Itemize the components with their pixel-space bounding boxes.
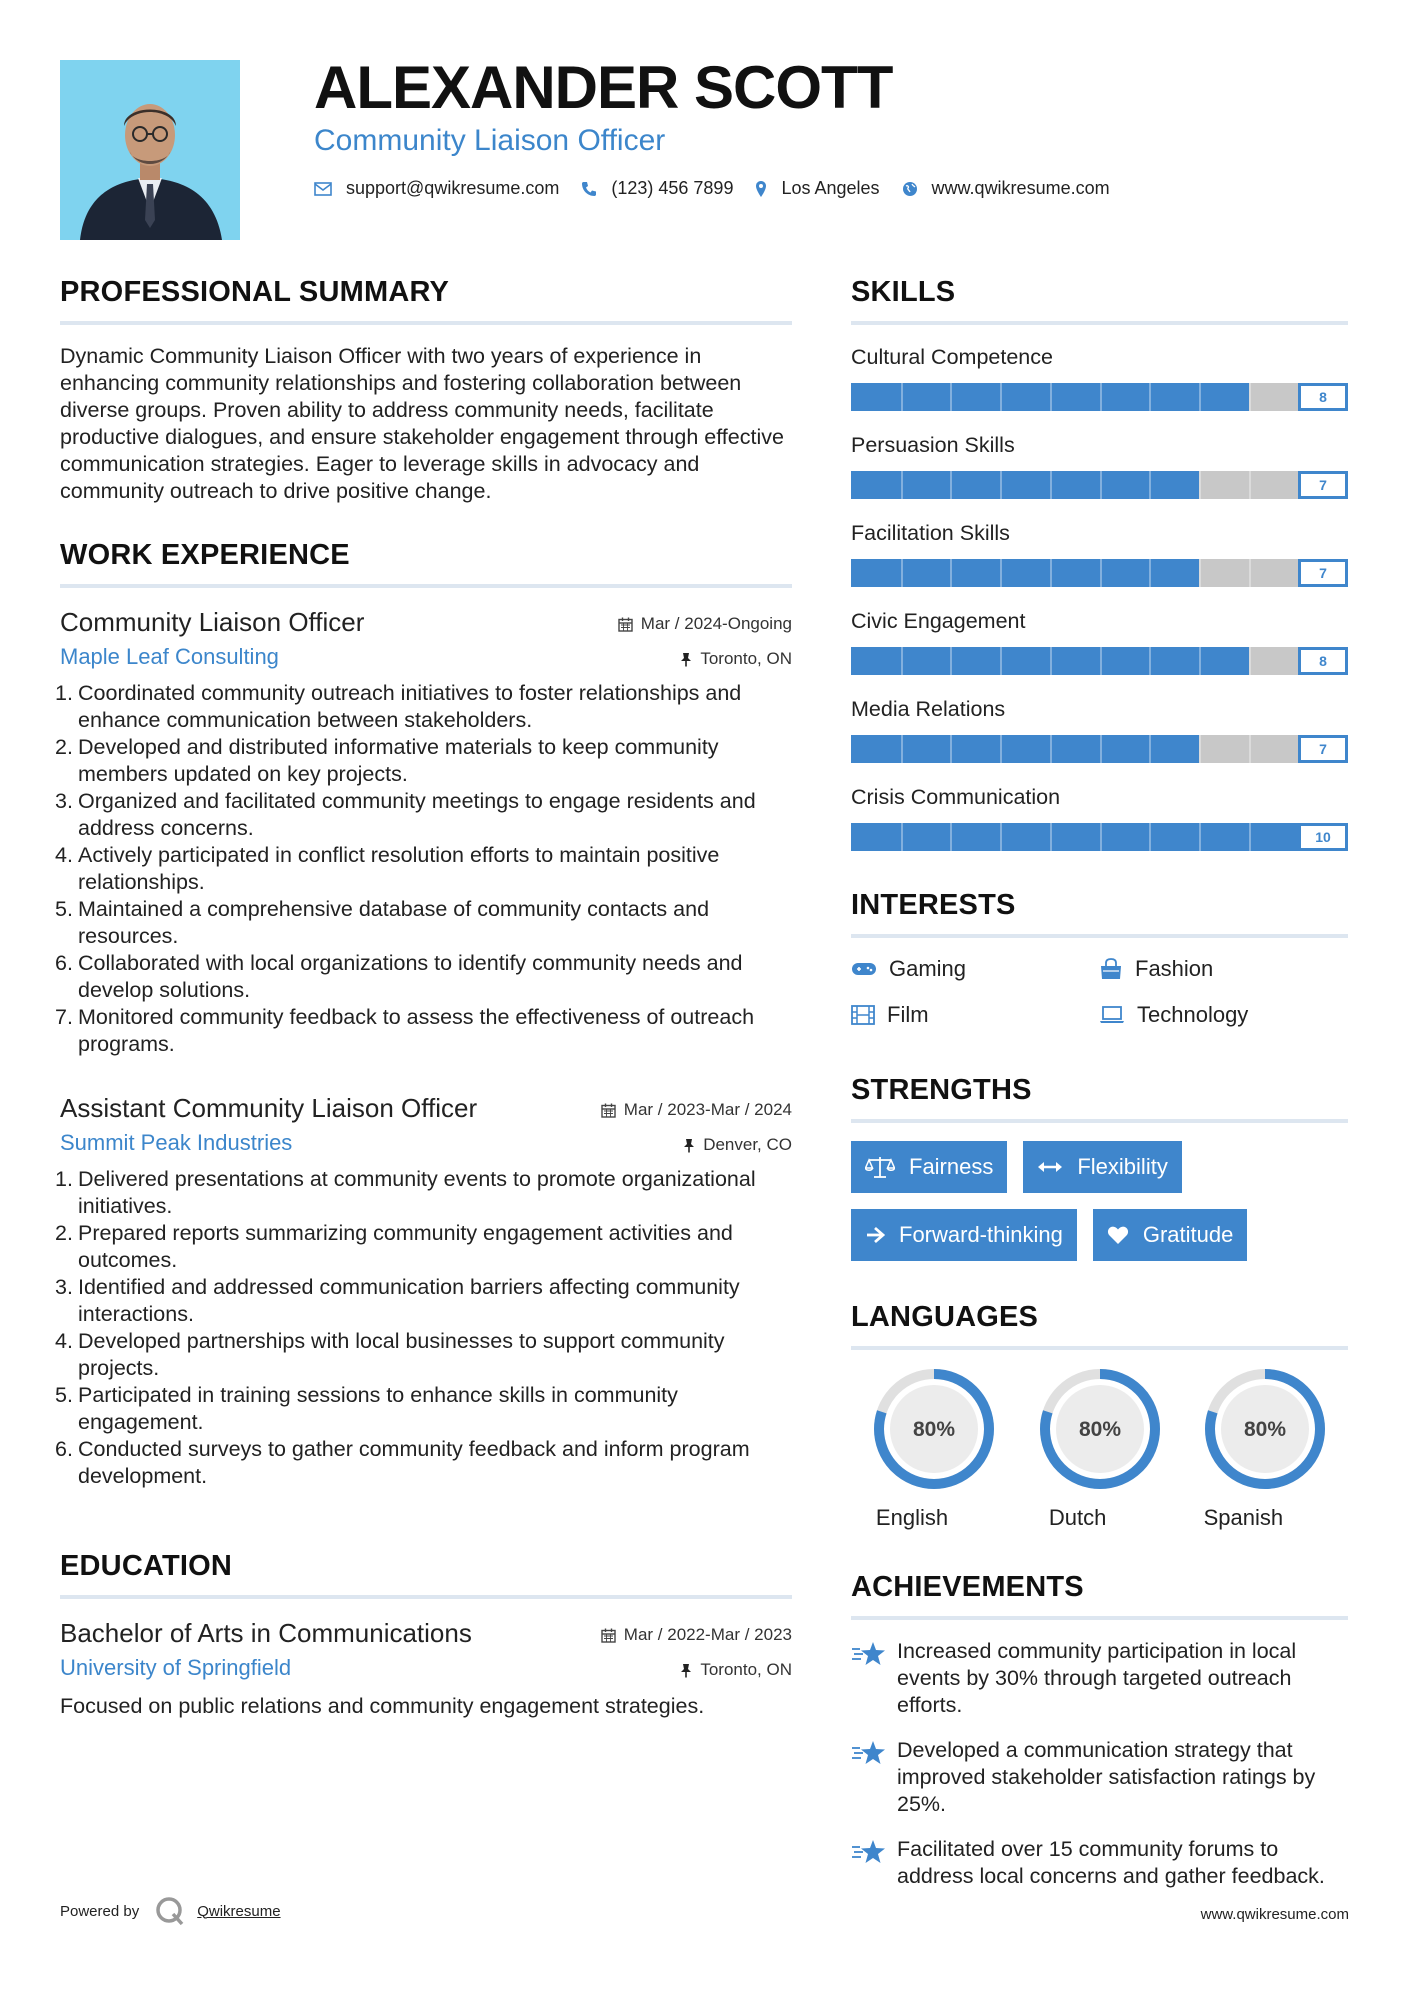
- gamepad-icon: [851, 961, 877, 977]
- bullet-text: Collaborated with local organizations to identify community needs and develop solutions.: [78, 951, 743, 1002]
- strength-chip: [1023, 1141, 1181, 1193]
- bullet-text: Coordinated community outreach initiatives to foster relationships and enhance communication between stakeholders.: [78, 681, 742, 732]
- interests-heading: INTERESTS: [851, 889, 1348, 938]
- achievement-item: [851, 1836, 1348, 1890]
- list-item: [55, 680, 792, 734]
- skill-segment-divider: [950, 735, 952, 763]
- degree-title: Bachelor of Arts in Communications: [60, 1618, 472, 1648]
- skill-name: Civic Engagement: [851, 609, 1026, 633]
- language-percent: 80%: [1078, 1418, 1121, 1441]
- balance-scale-icon: [865, 1155, 895, 1179]
- list-item: [55, 1004, 792, 1058]
- skill-segment-divider: [1149, 471, 1151, 499]
- interests-section: [851, 889, 1348, 1028]
- achievement-item: [851, 1737, 1348, 1818]
- list-item: [55, 1436, 792, 1490]
- flying-star-icon: [851, 1838, 887, 1866]
- skill-segment-divider: [950, 559, 952, 587]
- job-location: [680, 649, 792, 669]
- skill-segment-divider: [1199, 471, 1201, 499]
- footer-website[interactable]: www.qwikresume.com: [1200, 1906, 1349, 1923]
- skill-segment-divider: [1149, 383, 1151, 411]
- phone-text: (123) 456 7899: [611, 178, 734, 198]
- flying-star-icon: [851, 1739, 887, 1767]
- summary-section: [60, 276, 792, 505]
- skill-segment-divider: [1149, 559, 1151, 587]
- languages-section: [851, 1301, 1348, 1531]
- interest-item: [1099, 1002, 1347, 1028]
- skill-segment-divider: [901, 471, 903, 499]
- skill-segment-divider: [1100, 735, 1102, 763]
- skill-bar-fill: [851, 471, 1199, 499]
- bullet-text: Actively participated in conflict resolution efforts to maintain positive relationships.: [78, 843, 720, 894]
- skill-segment-divider: [1199, 823, 1201, 851]
- achievement-text: Developed a communication strategy that improved stakeholder satisfaction ratings by 25%.: [897, 1738, 1316, 1816]
- right-column: [851, 276, 1348, 1908]
- candidate-name: ALEXANDER SCOTT: [314, 54, 893, 121]
- phone-icon: [581, 181, 597, 197]
- skill-bar: [851, 559, 1348, 587]
- strength-label: Gratitude: [1142, 1222, 1234, 1247]
- interest-label: Film: [887, 1002, 929, 1027]
- arrow-right-icon: [865, 1226, 885, 1244]
- skill-name: Cultural Competence: [851, 345, 1053, 369]
- job-entry-2: [55, 1092, 792, 1490]
- skill-segment-divider: [901, 735, 903, 763]
- summary-text: Dynamic Community Liaison Officer with two years of experience in enhancing community relationships and fostering collaboration between diverse groups. Proven ability to address community needs, facilitate productive dialogues, and ensure stakeholder engagement through effective communication strategies. Eager to leverage skills in advocacy and community outreach to drive positive change.: [60, 344, 784, 503]
- job-title: Assistant Community Liaison Officer: [60, 1093, 478, 1123]
- list-item: [55, 1166, 792, 1220]
- strength-chip: [851, 1209, 1077, 1261]
- contact-location: [755, 178, 879, 199]
- heart-icon: [1107, 1225, 1129, 1245]
- job-company: Summit Peak Industries: [60, 1130, 293, 1155]
- job-date-text: Mar / 2023-Mar / 2024: [623, 1100, 792, 1119]
- calendar-icon: [601, 1103, 616, 1118]
- skills-section: [851, 276, 1348, 851]
- interest-item: [851, 956, 1099, 982]
- job-date: [601, 1100, 792, 1120]
- language-progress-ring: [1204, 1368, 1326, 1490]
- school-name: University of Springfield: [60, 1655, 292, 1680]
- skill-item: [851, 783, 1348, 851]
- flying-star-icon: [851, 1640, 887, 1668]
- bullet-text: Maintained a comprehensive database of community contacts and resources.: [78, 897, 710, 948]
- skill-segment-divider: [1000, 383, 1002, 411]
- bullet-text: Developed partnerships with local businesses to support community projects.: [78, 1329, 725, 1380]
- skill-segment-divider: [901, 823, 903, 851]
- skill-segment-divider: [1149, 735, 1151, 763]
- website-text: www.qwikresume.com: [931, 178, 1110, 198]
- bullet-number: 2.: [55, 735, 73, 759]
- interest-item: [851, 1002, 1099, 1028]
- list-item: [55, 842, 792, 896]
- skill-level-badge: 7: [1298, 559, 1348, 587]
- skill-bar-fill: [851, 559, 1199, 587]
- achievement-text: Increased community participation in local events by 30% through targeted outreach efforts.: [897, 1639, 1297, 1717]
- skill-segment-divider: [1100, 383, 1102, 411]
- skill-segment-divider: [1000, 823, 1002, 851]
- skill-item: [851, 431, 1348, 499]
- skill-bar: [851, 383, 1348, 411]
- skill-level-badge: 8: [1298, 647, 1348, 675]
- list-item: [55, 950, 792, 1004]
- skill-segment-divider: [1249, 471, 1251, 499]
- skill-bar-fill: [851, 735, 1199, 763]
- bullet-number: 6.: [55, 1437, 73, 1461]
- skill-segment-divider: [1050, 559, 1052, 587]
- language-percent: 80%: [1244, 1418, 1287, 1441]
- languages-heading: LANGUAGES: [851, 1301, 1348, 1350]
- achievements-heading: ACHIEVEMENTS: [851, 1571, 1348, 1620]
- skill-segment-divider: [1149, 823, 1151, 851]
- skill-level-badge: 7: [1298, 735, 1348, 763]
- language-name: Spanish: [1203, 1505, 1284, 1530]
- job-entry-1: [55, 606, 792, 1058]
- strength-chip: [1093, 1209, 1248, 1261]
- location-text: Los Angeles: [781, 178, 880, 198]
- interest-label: Fashion: [1135, 956, 1214, 981]
- skill-segment-divider: [950, 647, 952, 675]
- person-photo-icon: [60, 60, 240, 240]
- calendar-icon: [601, 1628, 616, 1643]
- skill-segment-divider: [1000, 471, 1002, 499]
- bullet-number: 1.: [55, 681, 73, 705]
- skill-item: [851, 695, 1348, 763]
- strength-label: Fairness: [909, 1154, 994, 1179]
- map-marker-icon: [755, 180, 767, 198]
- skill-level-badge: 10: [1298, 823, 1348, 851]
- skill-bar: [851, 471, 1348, 499]
- skills-list: [851, 343, 1348, 851]
- candidate-title: Community Liaison Officer: [314, 124, 666, 157]
- language-name: Dutch: [1048, 1505, 1107, 1530]
- list-item: [55, 788, 792, 842]
- calendar-icon: [618, 617, 633, 632]
- skill-name: Persuasion Skills: [851, 433, 1015, 457]
- bullet-text: Developed and distributed informative materials to keep community members updated on key projects.: [78, 735, 719, 786]
- skill-segment-divider: [901, 647, 903, 675]
- list-item: [55, 896, 792, 950]
- skill-segment-divider: [1000, 647, 1002, 675]
- education-location: [680, 1660, 792, 1680]
- strengths-section: [851, 1074, 1348, 1261]
- skill-segment-divider: [1149, 647, 1151, 675]
- skill-segment-divider: [1000, 735, 1002, 763]
- education-description: Focused on public relations and community engagement strategies.: [60, 1694, 705, 1718]
- skill-segment-divider: [1249, 383, 1251, 411]
- contact-bar: [314, 178, 1132, 199]
- job-title: Community Liaison Officer: [60, 607, 365, 637]
- bullet-text: Monitored community feedback to assess the effectiveness of outreach programs.: [78, 1005, 755, 1056]
- skill-level-badge: 8: [1298, 383, 1348, 411]
- skill-segment-divider: [1050, 735, 1052, 763]
- skill-segment-divider: [1100, 471, 1102, 499]
- strengths-list: [851, 1141, 1348, 1261]
- contact-phone[interactable]: [581, 178, 733, 199]
- education-entry: [60, 1617, 792, 1720]
- skill-segment-divider: [1050, 823, 1052, 851]
- left-column: [55, 276, 792, 1720]
- skill-segment-divider: [1100, 559, 1102, 587]
- laptop-icon: [1099, 1006, 1125, 1024]
- strength-label: Forward-thinking: [899, 1222, 1063, 1247]
- skill-segment-divider: [950, 471, 952, 499]
- skill-segment-divider: [1050, 471, 1052, 499]
- education-location-text: Toronto, ON: [700, 1660, 792, 1679]
- achievement-item: [851, 1638, 1348, 1719]
- language-progress-ring: [1039, 1368, 1161, 1490]
- skill-bar: [851, 823, 1348, 851]
- pushpin-icon: [680, 1663, 692, 1678]
- education-heading: EDUCATION: [60, 1550, 792, 1599]
- skill-segment-divider: [901, 383, 903, 411]
- job-location-text: Denver, CO: [703, 1135, 792, 1154]
- job-location-text: Toronto, ON: [700, 649, 792, 668]
- interest-label: Gaming: [889, 956, 967, 981]
- achievement-text: Facilitated over 15 community forums to address local concerns and gather feedback.: [897, 1837, 1325, 1888]
- skill-segment-divider: [1249, 735, 1251, 763]
- skill-level-badge: 7: [1298, 471, 1348, 499]
- language-progress-ring: [873, 1368, 995, 1490]
- skill-segment-divider: [1199, 559, 1201, 587]
- skill-name: Media Relations: [851, 697, 1006, 721]
- skill-segment-divider: [950, 383, 952, 411]
- interest-label: Technology: [1137, 1002, 1249, 1027]
- list-item: [55, 1220, 792, 1274]
- bullet-number: 3.: [55, 1275, 73, 1299]
- skill-segment-divider: [1249, 559, 1251, 587]
- strength-label: Flexibility: [1077, 1154, 1168, 1179]
- bullet-text: Conducted surveys to gather community feedback and inform program development.: [78, 1437, 750, 1488]
- shopping-bag-icon: [1099, 958, 1123, 980]
- job-bullets: [55, 680, 792, 1058]
- skill-segment-divider: [1050, 647, 1052, 675]
- globe-icon: [902, 181, 918, 197]
- skill-bar: [851, 735, 1348, 763]
- education-date: [601, 1625, 792, 1645]
- skill-segment-divider: [1249, 823, 1251, 851]
- interests-list: [851, 956, 1348, 1028]
- job-location: [683, 1135, 792, 1155]
- list-item: [55, 1328, 792, 1382]
- profile-photo: [60, 60, 240, 240]
- skill-bar: [851, 647, 1348, 675]
- skill-name: Facilitation Skills: [851, 521, 1010, 545]
- powered-by-label: Powered by: [60, 1902, 140, 1920]
- summary-heading: PROFESSIONAL SUMMARY: [60, 276, 792, 325]
- footer-powered-by: [60, 1896, 281, 1926]
- skill-name: Crisis Communication: [851, 785, 1061, 809]
- list-item: [55, 734, 792, 788]
- bullet-number: 6.: [55, 951, 73, 975]
- strength-chip: [851, 1141, 1007, 1193]
- bullet-text: Organized and facilitated community meetings to engage residents and address concerns.: [78, 789, 756, 840]
- bullet-number: 3.: [55, 789, 73, 813]
- job-date: [618, 614, 792, 634]
- bullet-number: 4.: [55, 1329, 73, 1353]
- pushpin-icon: [683, 1138, 695, 1153]
- bullet-text: Participated in training sessions to enhance skills in community engagement.: [78, 1383, 678, 1434]
- bullet-number: 5.: [55, 897, 73, 921]
- bullet-number: 4.: [55, 843, 73, 867]
- skill-segment-divider: [1199, 647, 1201, 675]
- strengths-heading: STRENGTHS: [851, 1074, 1348, 1123]
- bullet-text: Prepared reports summarizing community engagement activities and outcomes.: [78, 1221, 733, 1272]
- job-date-text: Mar / 2024-Ongoing: [640, 614, 792, 633]
- skill-segment-divider: [950, 823, 952, 851]
- skills-heading: SKILLS: [851, 276, 1348, 325]
- skill-segment-divider: [1000, 559, 1002, 587]
- email-text: support@qwikresume.com: [346, 178, 560, 198]
- qwikresume-logo-icon: [155, 1896, 185, 1926]
- skill-segment-divider: [1050, 383, 1052, 411]
- skill-segment-divider: [1100, 823, 1102, 851]
- language-percent: 80%: [912, 1418, 955, 1441]
- education-section: [60, 1550, 792, 1720]
- skill-item: [851, 343, 1348, 411]
- interest-item: [1099, 956, 1347, 982]
- brand-link[interactable]: Qwikresume: [197, 1902, 281, 1920]
- job-bullets: [55, 1166, 792, 1490]
- languages-list: [851, 1368, 1348, 1531]
- bullet-text: Delivered presentations at community events to promote organizational initiatives.: [78, 1167, 756, 1218]
- language-name: English: [875, 1505, 949, 1530]
- experience-heading: WORK EXPERIENCE: [60, 539, 792, 588]
- skill-item: [851, 607, 1348, 675]
- pushpin-icon: [680, 652, 692, 667]
- bullet-number: 1.: [55, 1167, 73, 1191]
- envelope-icon: [314, 182, 332, 196]
- bullet-number: 2.: [55, 1221, 73, 1245]
- skill-segment-divider: [901, 559, 903, 587]
- list-item: [55, 1382, 792, 1436]
- skill-item: [851, 519, 1348, 587]
- bullet-text: Identified and addressed communication barriers affecting community interactions.: [78, 1275, 740, 1326]
- contact-website[interactable]: [902, 178, 1110, 199]
- list-item: [55, 1274, 792, 1328]
- contact-email[interactable]: [314, 178, 559, 199]
- experience-section: [55, 539, 792, 1490]
- arrows-horizontal-icon: [1037, 1160, 1063, 1174]
- film-icon: [851, 1005, 875, 1025]
- skill-segment-divider: [1199, 735, 1201, 763]
- skill-segment-divider: [1199, 383, 1201, 411]
- language-item: [1182, 1368, 1348, 1531]
- skill-segment-divider: [1100, 647, 1102, 675]
- achievements-section: [851, 1571, 1348, 1890]
- bullet-number: 5.: [55, 1383, 73, 1407]
- language-item: [1017, 1368, 1183, 1531]
- job-company: Maple Leaf Consulting: [60, 644, 279, 669]
- bullet-number: 7.: [55, 1005, 73, 1029]
- skill-segment-divider: [1249, 647, 1251, 675]
- education-date-text: Mar / 2022-Mar / 2023: [623, 1625, 792, 1644]
- language-item: [851, 1368, 1017, 1531]
